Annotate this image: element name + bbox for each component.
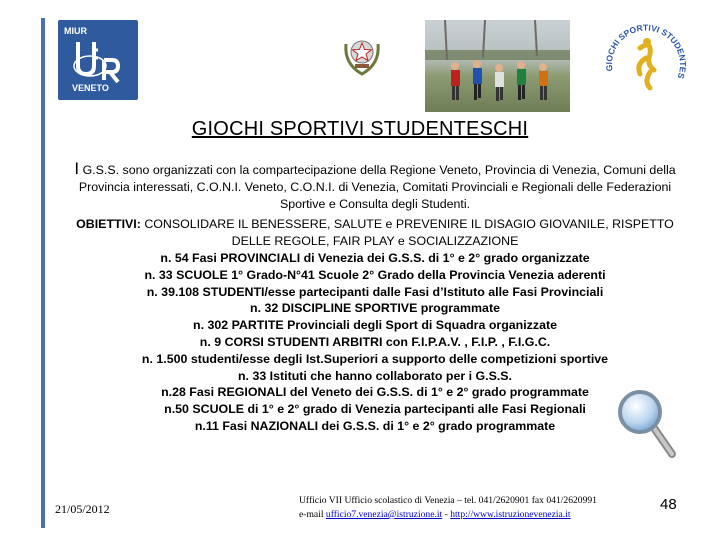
giochi-logo-runner-icon xyxy=(600,18,692,110)
footer-date: 21/05/2012 xyxy=(55,502,110,516)
fact-item: n. 33 Istituti che hanno collaborato per i G.S.S. xyxy=(237,368,513,383)
objectives-label: OBIETTIVI: xyxy=(76,217,141,231)
facts-list xyxy=(60,250,690,435)
intro-initial: I xyxy=(74,159,80,178)
footer-contact-line xyxy=(299,508,597,522)
miur-veneto-logo xyxy=(58,20,138,100)
miur-logo-text: MIUR xyxy=(64,26,87,36)
slide-title: GIOCHI SPORTIVI STUDENTESCHI xyxy=(191,118,529,140)
fact-item: n.11 Fasi NAZIONALI dei G.S.S. di 1° e 2° grado programmate xyxy=(194,418,556,433)
fact-item: n. 39.108 STUDENTI/esse partecipanti dalle Fasi d’Istituto alle Fasi Provinciali xyxy=(146,284,604,299)
fact-item: n. 302 PARTITE Provinciali degli Sport di Squadra organizzate xyxy=(193,318,557,333)
intro-paragraph xyxy=(70,160,680,213)
fact-item: n.50 SCUOLE di 1° e 2° grado di Venezia partecipanti alle Fasi Regionali xyxy=(164,402,586,417)
italian-republic-emblem-icon xyxy=(340,30,384,78)
intro-text: G.S.S. sono organizzati con la compartecipazione della Regione Veneto, Provincia di Venezia, Comuni della Provincia interessati, C.O.N.I. Veneto, C.O.N.I. di Venezia, Comitati Provinciali e Regionali delle Federazioni Sportive e Consulta degli Studenti. xyxy=(78,163,676,211)
svg-text:GIOCHI SPORTIVI STUDENTESCHI xyxy=(600,18,688,80)
footer-separator: - xyxy=(442,509,451,520)
footer-office-info xyxy=(299,494,597,522)
footer-office-line: Ufficio VII Ufficio scolastico di Venezia – tel. 041/2620901 fax 041/2620991 xyxy=(299,495,597,506)
footer-email-link[interactable]: ufficio7.venezia@istruzione.it xyxy=(325,509,443,520)
fact-item: n. 9 CORSI STUDENTI ARBITRI con F.I.P.A.V. , F.I.P. , F.I.G.C. xyxy=(199,334,551,349)
magnifier-icon xyxy=(616,388,678,462)
fact-item: n. 32 DISCIPLINE SPORTIVE programmate xyxy=(250,301,500,316)
footer-email-prefix: e-mail xyxy=(299,509,326,520)
footer-website-link[interactable]: http://www.istruzionevenezia.it xyxy=(450,509,571,520)
giochi-sportivi-logo xyxy=(600,18,692,110)
fact-item: n.28 Fasi REGIONALI del Veneto dei G.S.S. di 1° e 2° grado programmate xyxy=(161,385,589,400)
objectives-paragraph xyxy=(65,216,685,250)
fact-item: n. 1.500 studenti/esse degli Ist.Superiori a supporto delle competizioni sportive xyxy=(141,351,609,366)
fact-item: n. 33 SCUOLE 1° Grado-N°41 Scuole 2° Grado della Provincia Venezia aderenti xyxy=(144,267,606,282)
runners-photo xyxy=(425,20,570,112)
left-accent-bar xyxy=(41,18,45,528)
fact-item: n. 54 Fasi PROVINCIALI di Venezia dei G.S.S. di 1° e 2° grado organizzate xyxy=(160,251,590,265)
miur-logo-region: VENETO xyxy=(72,83,109,93)
giochi-logo-text: GIOCHI SPORTIVI STUDENTES xyxy=(603,22,689,80)
page-number: 48 xyxy=(660,496,677,513)
objectives-text: CONSOLIDARE IL BENESSERE, SALUTE e PREVENIRE IL DISAGIO GIOVANILE, RISPETTO DELLE REGOLE, FAIR PLAY e SOCIALIZZAZIONE xyxy=(140,217,674,248)
